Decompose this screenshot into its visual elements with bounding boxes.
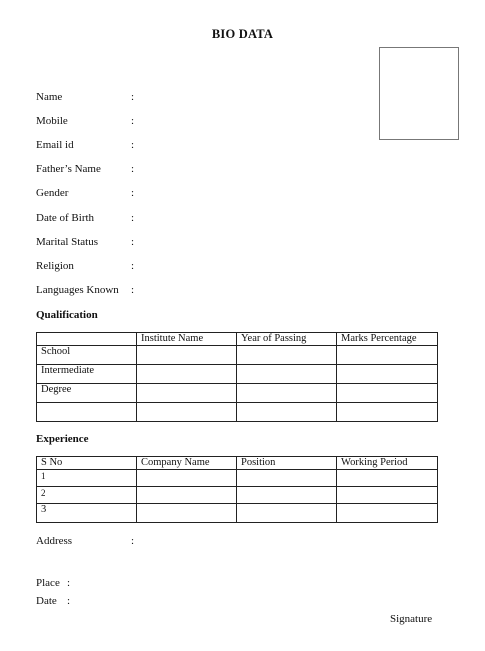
signature-label: Signature xyxy=(390,613,433,625)
table-cell: Degree xyxy=(37,384,137,403)
table-cell xyxy=(237,470,337,487)
field-label-marital-status: Marital Status xyxy=(36,236,99,248)
table-cell xyxy=(137,487,237,504)
table-cell: 1 xyxy=(37,470,137,487)
date-colon: : xyxy=(67,595,71,607)
address-colon: : xyxy=(131,535,135,547)
table-cell xyxy=(137,346,237,365)
table-cell xyxy=(237,365,337,384)
table-row xyxy=(37,487,438,504)
field-label-date-of-birth: Date of Birth xyxy=(36,212,95,224)
table-cell xyxy=(337,403,438,422)
table-cell xyxy=(137,365,237,384)
table-row xyxy=(37,346,438,365)
header-cell: Working Period xyxy=(337,457,438,470)
qualification-heading: Qualification xyxy=(36,309,98,321)
table-cell xyxy=(337,346,438,365)
table-header-row xyxy=(37,457,438,470)
date-label: Date xyxy=(36,595,57,607)
table-cell xyxy=(137,470,237,487)
experience-table xyxy=(36,456,438,523)
table-row xyxy=(37,365,438,384)
table-cell: Intermediate xyxy=(37,365,137,384)
field-colon: : xyxy=(131,284,135,296)
table-cell xyxy=(237,346,337,365)
qualification-table xyxy=(36,332,438,422)
table-cell: 3 xyxy=(37,504,137,523)
table-cell xyxy=(237,504,337,523)
field-colon: : xyxy=(131,163,135,175)
header-cell xyxy=(37,333,137,346)
document-title: BIO DATA xyxy=(211,27,274,41)
table-cell xyxy=(337,384,438,403)
field-colon: : xyxy=(131,212,135,224)
table-cell xyxy=(37,403,137,422)
header-cell: Position xyxy=(237,457,337,470)
field-label-fathers-name: Father’s Name xyxy=(36,163,101,175)
header-cell: S No xyxy=(37,457,137,470)
header-cell: Year of Passing xyxy=(237,333,337,346)
field-label-mobile: Mobile xyxy=(36,115,68,127)
table-row xyxy=(37,384,438,403)
table-header-row xyxy=(37,333,438,346)
field-colon: : xyxy=(131,91,135,103)
address-label: Address xyxy=(36,535,73,547)
field-colon: : xyxy=(131,236,135,248)
place-colon: : xyxy=(67,577,71,589)
table-cell xyxy=(337,504,438,523)
table-cell xyxy=(237,487,337,504)
table-cell: School xyxy=(37,346,137,365)
field-label-religion: Religion xyxy=(36,260,74,272)
table-cell xyxy=(237,384,337,403)
table-cell: 2 xyxy=(37,487,137,504)
table-cell xyxy=(137,384,237,403)
header-cell: Company Name xyxy=(137,457,237,470)
table-row xyxy=(37,504,438,523)
place-label: Place xyxy=(36,577,60,589)
table-cell xyxy=(337,365,438,384)
table-cell xyxy=(237,403,337,422)
table-cell xyxy=(137,504,237,523)
field-label-email: Email id xyxy=(36,139,74,151)
table-cell xyxy=(337,487,438,504)
table-row xyxy=(37,403,438,422)
header-cell: Institute Name xyxy=(137,333,237,346)
table-row xyxy=(37,470,438,487)
field-label-languages-known: Languages Known xyxy=(36,284,119,296)
photo-box xyxy=(379,47,459,140)
experience-heading: Experience xyxy=(36,433,89,445)
field-colon: : xyxy=(131,260,135,272)
field-colon: : xyxy=(131,139,135,151)
table-cell xyxy=(337,470,438,487)
field-colon: : xyxy=(131,115,135,127)
table-cell xyxy=(137,403,237,422)
field-label-name: Name xyxy=(36,91,63,103)
field-label-gender: Gender xyxy=(36,187,69,199)
field-colon: : xyxy=(131,187,135,199)
header-cell: Marks Percentage xyxy=(337,333,438,346)
